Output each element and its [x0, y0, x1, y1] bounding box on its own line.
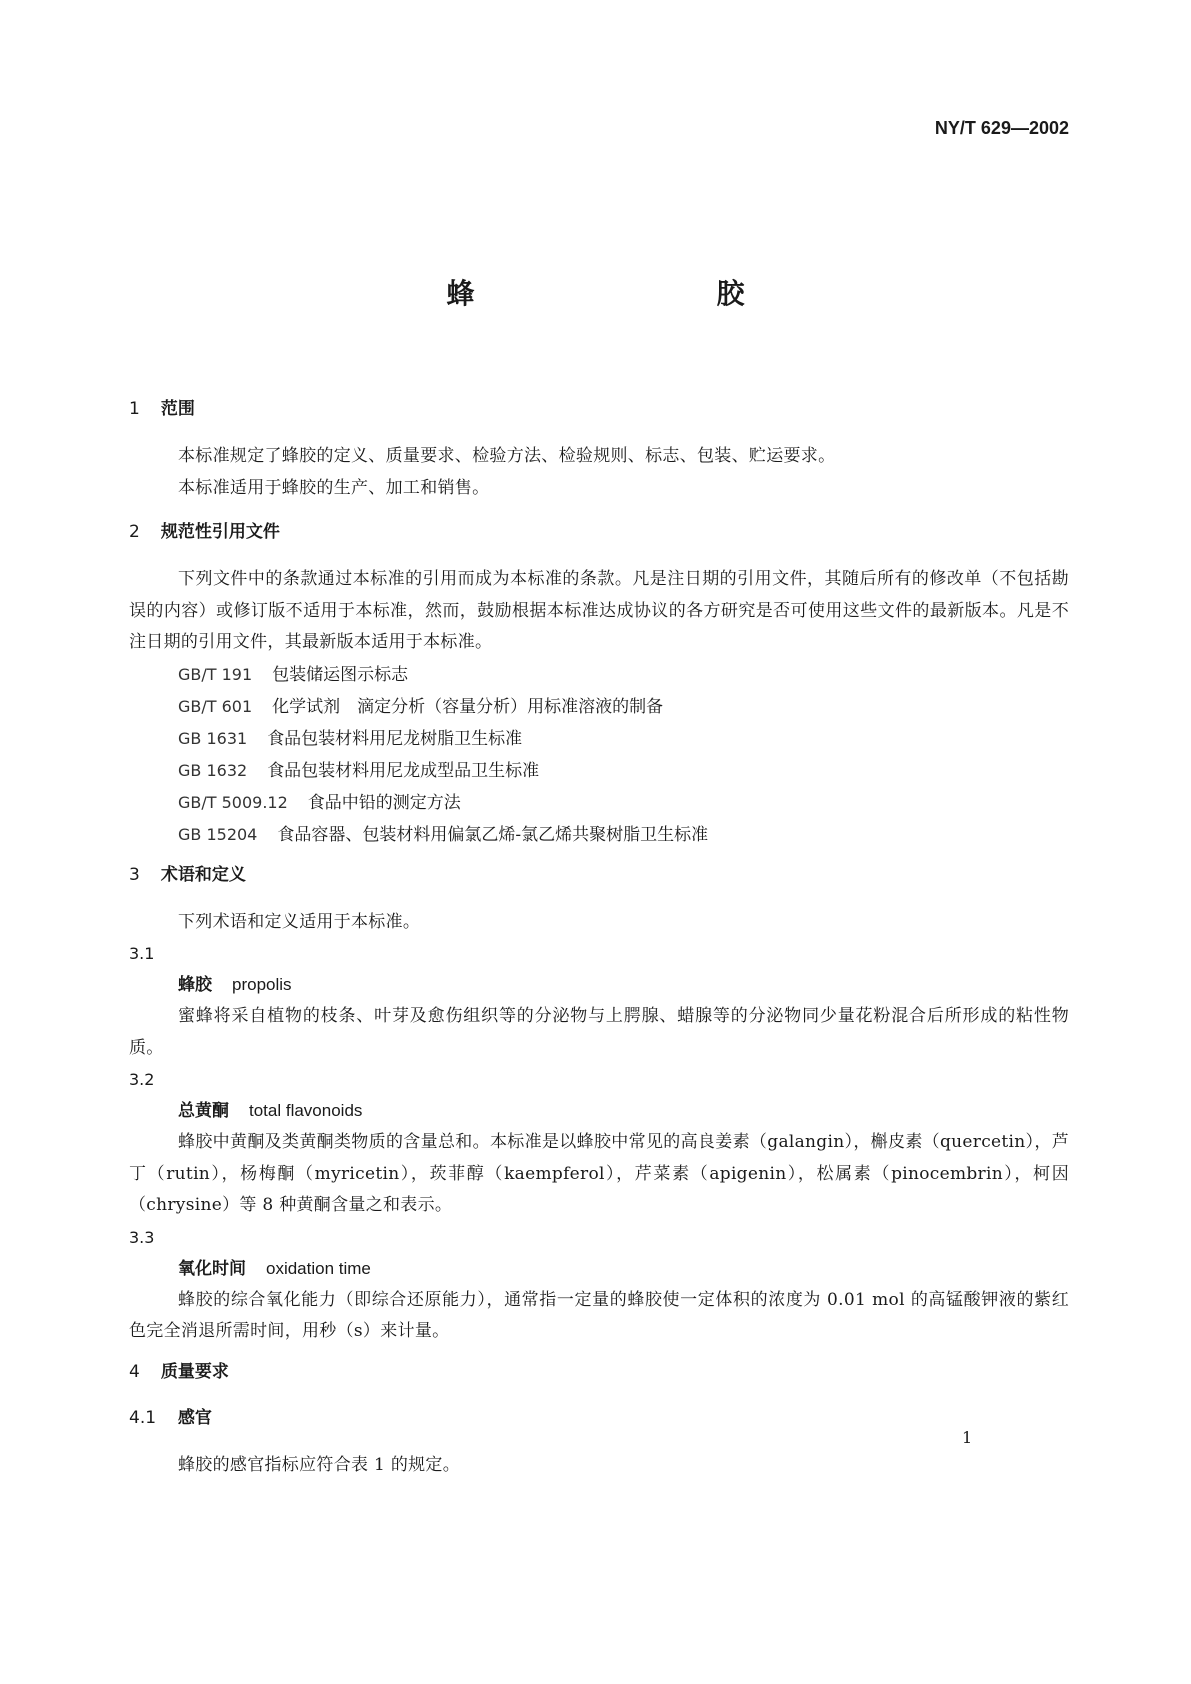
- reference-title: 食品中铅的测定方法: [307, 792, 461, 813]
- reference-title: 包装储运图示标志: [272, 664, 409, 685]
- paragraph: 下列术语和定义适用于本标准。: [178, 911, 421, 932]
- subsection-title: 感官: [177, 1407, 212, 1428]
- reference-title: 食品包装材料用尼龙树脂卫生标准: [267, 728, 523, 749]
- reference-code: GB/T 191: [178, 664, 253, 684]
- section-1-heading: [129, 395, 1069, 441]
- page-number: 1: [962, 1428, 973, 1447]
- paragraph: 蜂胶的感官指标应符合表 1 的规定。: [178, 1454, 461, 1475]
- standard-code: NY/T 629—2002: [934, 118, 1069, 138]
- section-4-heading: [129, 1358, 1069, 1404]
- section-number: 1: [129, 399, 140, 419]
- term-english: propolis: [232, 975, 292, 994]
- document-title: 蜂 胶: [446, 277, 807, 310]
- term-english: oxidation time: [266, 1258, 371, 1278]
- reference-item: [129, 755, 1069, 787]
- reference-item: [129, 787, 1069, 819]
- reference-code: GB 1632: [178, 760, 248, 780]
- term-definition: 蜜蜂将采自植物的枝条、叶芽及愈伤组织等的分泌物与上腭腺、蜡腺等的分泌物同少量花粉混合后所形成的粘性物质。: [129, 1006, 1069, 1058]
- document-body: [129, 395, 1069, 1481]
- term-number: 3.2: [129, 1070, 155, 1089]
- term-heading: [129, 1253, 1069, 1285]
- reference-code: GB/T 5009.12: [178, 792, 288, 812]
- section-title: 术语和定义: [160, 864, 246, 885]
- subsection-number: 4.1: [129, 1407, 157, 1428]
- reference-title: 化学试剂 滴定分析（容量分析）用标准溶液的制备: [272, 696, 664, 717]
- term-number: 3.1: [129, 944, 155, 963]
- subsection-4-1-heading: [129, 1404, 1069, 1450]
- term-english: total flavonoids: [249, 1101, 363, 1120]
- reference-item: [129, 691, 1069, 723]
- section-3-heading: [129, 861, 1069, 907]
- reference-code: GB/T 601: [178, 696, 253, 716]
- reference-code: GB 15204: [178, 824, 258, 844]
- term-heading: [129, 1095, 1069, 1127]
- section-2-heading: [129, 518, 1069, 564]
- reference-item: [129, 723, 1069, 755]
- term-chinese: 总黄酮: [178, 1101, 229, 1121]
- section-number: 2: [129, 522, 140, 542]
- section-title: 质量要求: [160, 1361, 229, 1382]
- section-number: 3: [129, 864, 140, 885]
- term-number: 3.3: [129, 1227, 155, 1247]
- term-definition: 蜂胶中黄酮及类黄酮类物质的含量总和。本标准是以蜂胶中常见的高良姜素（galangin），槲皮素（quercetin），芦丁（rutin），杨梅酮（myricetin），莰菲醇（kaempferol），芹菜素（apigenin），松属素（pinocembrin），柯因（chrysine）等 8 种黄酮含量之和表示。: [129, 1132, 1069, 1215]
- reference-item: [129, 819, 1069, 851]
- term-chinese: 蜂胶: [178, 975, 212, 995]
- reference-title: 食品包装材料用尼龙成型品卫生标准: [267, 760, 540, 781]
- paragraph: 本标准规定了蜂胶的定义、质量要求、检验方法、检验规则、标志、包装、贮运要求。: [178, 446, 836, 466]
- term-heading: [129, 969, 1069, 1001]
- section-title: 范围: [160, 399, 195, 419]
- reference-title: 食品容器、包装材料用偏氯乙烯-氯乙烯共聚树脂卫生标准: [277, 824, 709, 845]
- section-title: 规范性引用文件: [160, 522, 280, 542]
- reference-code: GB 1631: [178, 728, 248, 748]
- term-chinese: 氧化时间: [178, 1258, 246, 1279]
- section-number: 4: [129, 1361, 140, 1382]
- term-definition: 蜂胶的综合氧化能力（即综合还原能力），通常指一定量的蜂胶使一定体积的浓度为 0.01 mol 的高锰酸钾液的紫红色完全消退所需时间，用秒（s）来计量。: [129, 1289, 1069, 1341]
- paragraph: 本标准适用于蜂胶的生产、加工和销售。: [178, 477, 490, 498]
- reference-item: [129, 659, 1069, 691]
- paragraph: 下列文件中的条款通过本标准的引用而成为本标准的条款。凡是注日期的引用文件，其随后所有的修改单（不包括勘误的内容）或修订版不适用于本标准，然而，鼓励根据本标准达成协议的各方研究是否可使用这些文件的最新版本。凡是不注日期的引用文件，其最新版本适用于本标准。: [129, 569, 1069, 652]
